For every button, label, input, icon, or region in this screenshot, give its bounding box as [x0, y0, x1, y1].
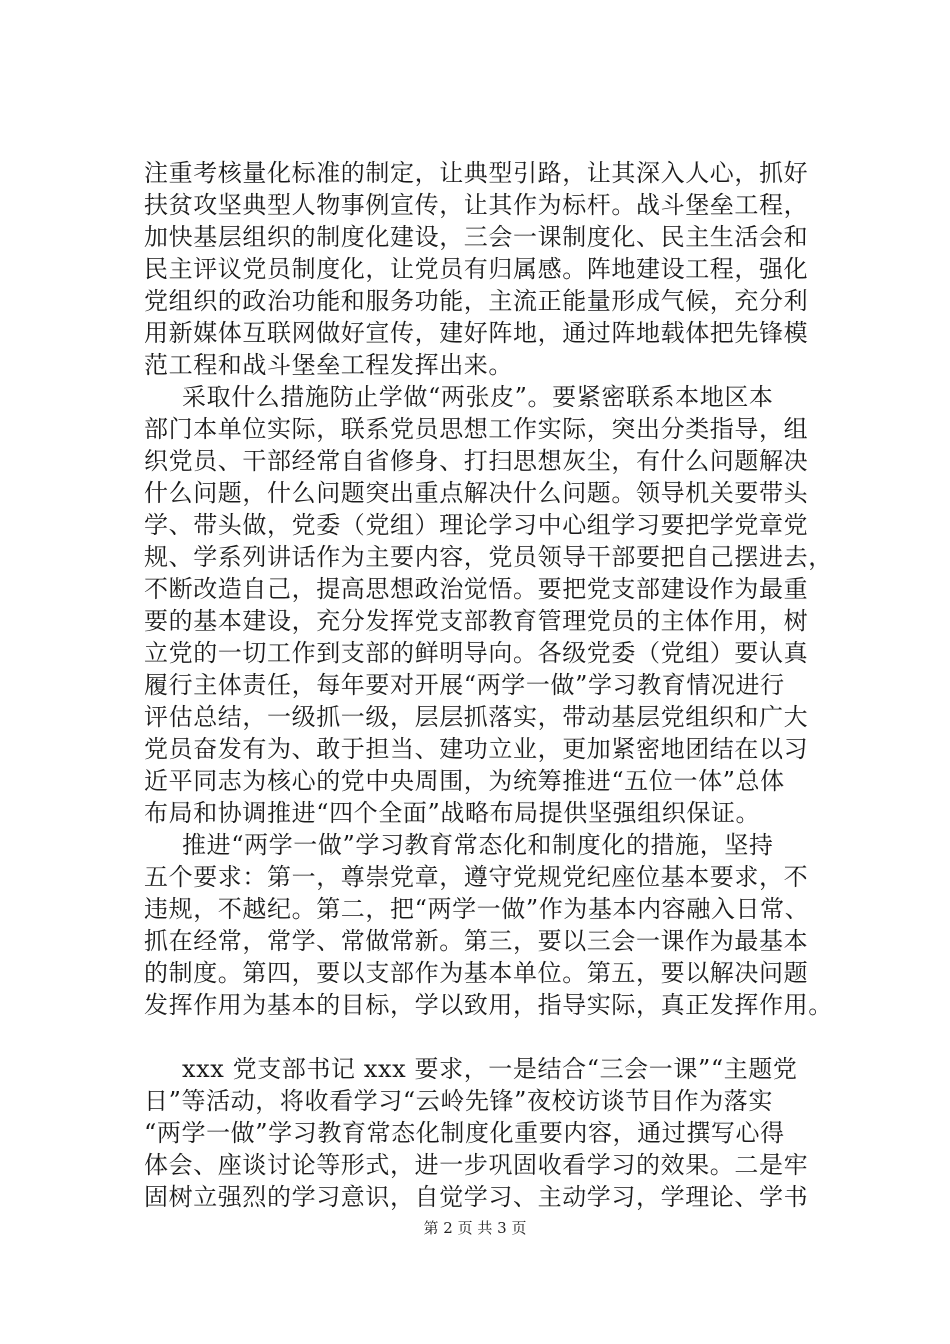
text-line: 近平同志为核心的党中央周围，为统筹推进“五位一体”总体 — [144, 767, 785, 795]
text-line: 规、学系列讲话作为主要内容，党员领导干部要把自己摆进去， — [144, 543, 833, 571]
body-text — [144, 157, 834, 1213]
text-line: 不断改造自己，提高思想政治觉悟。要把党支部建设作为最重 — [144, 575, 809, 603]
text-line: 履行主体责任，每年要对开展“两学一做”学习教育情况进行 — [144, 671, 785, 699]
text-line: 注重考核量化标准的制定，让典型引路，让其深入人心，抓好 — [144, 159, 809, 187]
text-line: 发挥作用为基本的目标，学以致用，指导实际，真正发挥作用。 — [144, 991, 833, 1019]
text-line: 学、带头做，党委（党组）理论学习中心组学习要把学党章党 — [144, 511, 809, 539]
text-line: 加快基层组织的制度化建设，三会一课制度化、民主生活会和 — [144, 223, 809, 251]
text-line: 什么问题，什么问题突出重点解决什么问题。领导机关要带头 — [144, 479, 809, 507]
text-line: 评估总结，一级抓一级，层层抓落实，带动基层党组织和广大 — [144, 703, 809, 731]
paragraph-first-line: 采取什么措施防止学做“两张皮”。要紧密联系本地区本 — [182, 383, 774, 411]
text-line: 民主评议党员制度化，让党员有归属感。阵地建设工程，强化 — [144, 255, 809, 283]
text-line: 范工程和战斗堡垒工程发挥出来。 — [144, 351, 513, 379]
text-line: 日”等活动，将收看学习“云岭先锋”夜校访谈节目作为落实 — [144, 1087, 774, 1115]
text-line: 党员奋发有为、敢于担当、建功立业，更加紧密地团结在以习 — [144, 735, 809, 763]
text-line: 的制度。第四，要以支部作为基本单位。第五，要以解决问题 — [144, 959, 809, 987]
text-line: 违规，不越纪。第二，把“两学一做”作为基本内容融入日常、 — [144, 895, 810, 923]
text-line: 抓在经常，常学、常做常新。第三，要以三会一课作为最基本 — [144, 927, 809, 955]
text-line: 体会、座谈讨论等形式，进一步巩固收看学习的效果。二是牢 — [144, 1151, 809, 1179]
text-line: 部门本单位实际，联系党员思想工作实际，突出分类指导，组 — [144, 415, 809, 443]
text-line: 五个要求：第一，尊崇党章，遵守党规党纪座位基本要求，不 — [144, 863, 809, 891]
paragraph-gap — [144, 1021, 834, 1053]
text-line: 扶贫攻坚典型人物事例宣传，让其作为标杆。战斗堡垒工程， — [144, 191, 809, 219]
paragraph-first-line: xxx 党支部书记 xxx 要求，一是结合“三会一课”“主题党 — [182, 1055, 798, 1083]
text-line: 立党的一切工作到支部的鲜明导向。各级党委（党组）要认真 — [144, 639, 809, 667]
text-line: 布局和协调推进“四个全面”战略布局提供坚强组织保证。 — [144, 799, 761, 827]
page-footer: 第 2 页 共 3 页 — [423, 1219, 527, 1237]
text-line: “两学一做”学习教育常态化制度化重要内容，通过撰写心得 — [144, 1119, 785, 1147]
text-line: 要的基本建设，充分发挥党支部教育管理党员的主体作用，树 — [144, 607, 809, 635]
text-line: 用新媒体互联网做好宣传，建好阵地，通过阵地载体把先锋模 — [144, 319, 809, 347]
paragraph-first-line: 推进“两学一做”学习教育常态化和制度化的措施，坚持 — [182, 831, 774, 859]
text-line: 织党员、干部经常自省修身、打扫思想灰尘，有什么问题解决 — [144, 447, 809, 475]
text-line: 固树立强烈的学习意识，自觉学习、主动学习，学理论、学书 — [144, 1183, 809, 1211]
text-line: 党组织的政治功能和服务功能，主流正能量形成气候，充分利 — [144, 287, 809, 315]
